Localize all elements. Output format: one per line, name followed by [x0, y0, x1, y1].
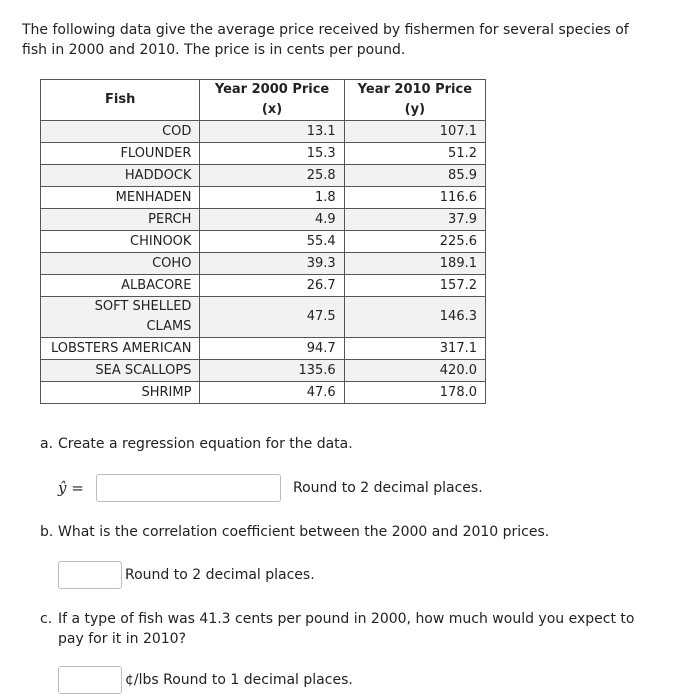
price-2010-cell: 85.9: [344, 165, 485, 187]
price-2000-cell: 4.9: [200, 209, 344, 231]
regression-equation-input[interactable]: [96, 474, 281, 502]
price-2010-cell: 107.1: [344, 121, 485, 143]
answer-a-hint: Round to 2 decimal places.: [293, 480, 483, 496]
table-row: [41, 297, 486, 338]
table-row: [41, 338, 486, 360]
price-2000-cell: 135.6: [200, 360, 344, 382]
table-row: [41, 360, 486, 382]
table-row: [41, 231, 486, 253]
price-2000-cell: 13.1: [200, 121, 344, 143]
answer-a-row: [58, 474, 483, 502]
price-2000-cell: 94.7: [200, 338, 344, 360]
fish-name-cell: SEA SCALLOPS: [41, 360, 200, 382]
answer-b-row: [58, 561, 315, 589]
question-b: [40, 522, 660, 542]
y-hat-label: ŷ =: [58, 479, 84, 497]
price-2010-cell: 420.0: [344, 360, 485, 382]
question-c-text: If a type of fish was 41.3 cents per pound in 2000, how much would you expect to pay for it in 2010?: [58, 611, 635, 647]
prediction-input[interactable]: [58, 666, 122, 694]
header-year-2010: Year 2010 Price (y): [344, 80, 485, 121]
table-header-row: [41, 80, 486, 121]
price-2010-cell: 178.0: [344, 382, 485, 404]
answer-b-hint: Round to 2 decimal places.: [125, 567, 315, 583]
question-a-text: Create a regression equation for the data.: [58, 436, 353, 452]
table-row: [41, 121, 486, 143]
price-2010-cell: 189.1: [344, 253, 485, 275]
price-2010-cell: 37.9: [344, 209, 485, 231]
price-2000-cell: 47.6: [200, 382, 344, 404]
price-2010-cell: 317.1: [344, 338, 485, 360]
fish-name-cell: PERCH: [41, 209, 200, 231]
price-2010-cell: 116.6: [344, 187, 485, 209]
price-2000-cell: 1.8: [200, 187, 344, 209]
fish-name-cell: CHINOOK: [41, 231, 200, 253]
fish-name-cell: MENHADEN: [41, 187, 200, 209]
fish-name-cell: COD: [41, 121, 200, 143]
question-a: [40, 434, 660, 454]
header-year-2000: Year 2000 Price (x): [200, 80, 344, 121]
price-2010-cell: 225.6: [344, 231, 485, 253]
price-2000-cell: 39.3: [200, 253, 344, 275]
fish-name-cell: ALBACORE: [41, 275, 200, 297]
price-2010-cell: 146.3: [344, 297, 485, 338]
fish-name-cell: FLOUNDER: [41, 143, 200, 165]
problem-intro: The following data give the average price received by fishermen for several species of fish in 2000 and 2010. The price is in cents per pound.: [22, 22, 629, 58]
fish-name-cell: HADDOCK: [41, 165, 200, 187]
table-row: [41, 143, 486, 165]
answer-c-row: [58, 666, 353, 694]
price-2000-cell: 25.8: [200, 165, 344, 187]
answer-c-hint: ¢/lbs Round to 1 decimal places.: [125, 672, 353, 688]
price-2000-cell: 26.7: [200, 275, 344, 297]
table-row: [41, 209, 486, 231]
fish-price-table: [40, 79, 486, 404]
price-2010-cell: 157.2: [344, 275, 485, 297]
table-row: [41, 275, 486, 297]
question-c: [40, 609, 660, 649]
price-2000-cell: 47.5: [200, 297, 344, 338]
price-2000-cell: 55.4: [200, 231, 344, 253]
price-2010-cell: 51.2: [344, 143, 485, 165]
fish-name-cell: LOBSTERS AMERICAN: [41, 338, 200, 360]
correlation-input[interactable]: [58, 561, 122, 589]
table-row: [41, 382, 486, 404]
table-row: [41, 187, 486, 209]
price-2000-cell: 15.3: [200, 143, 344, 165]
question-c-letter: c.: [40, 611, 53, 627]
fish-name-cell: SOFT SHELLED CLAMS: [41, 297, 200, 338]
fish-name-cell: SHRIMP: [41, 382, 200, 404]
table-body: [41, 121, 486, 404]
table-row: [41, 253, 486, 275]
question-b-letter: b.: [40, 524, 54, 540]
table-row: [41, 165, 486, 187]
fish-name-cell: COHO: [41, 253, 200, 275]
header-fish: Fish: [41, 80, 200, 121]
question-a-letter: a.: [40, 436, 54, 452]
question-b-text: What is the correlation coefficient between the 2000 and 2010 prices.: [58, 524, 550, 540]
